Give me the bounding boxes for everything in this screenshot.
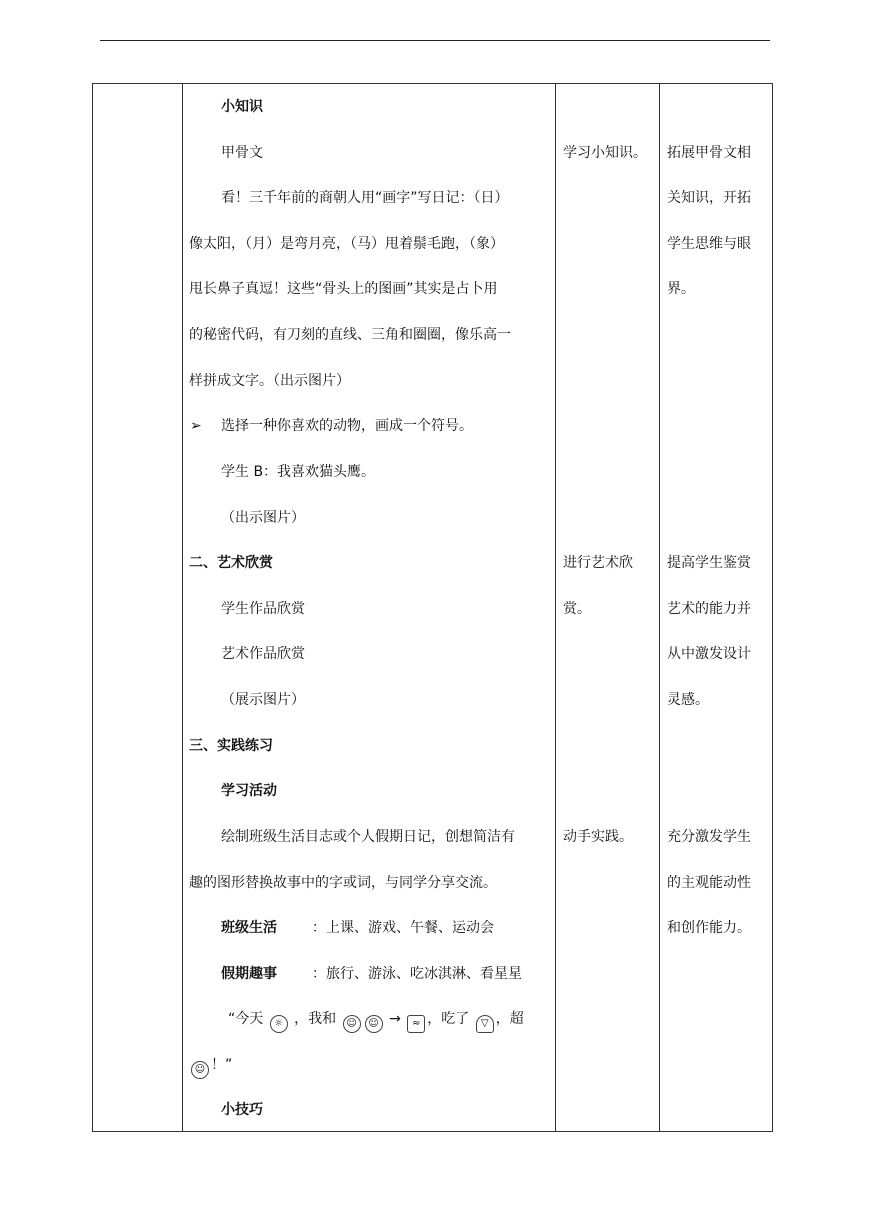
- activity-title: 学习活动: [221, 783, 277, 799]
- holiday-value: ：旅行、游泳、吃冰淇淋、看星星: [312, 966, 522, 982]
- intent-3c: 和创作能力。: [667, 920, 751, 936]
- display-image-note: （展示图片）: [221, 692, 305, 708]
- section-3-title: 三、实践练习: [189, 738, 273, 754]
- class-life-label: 班级生活: [221, 920, 277, 936]
- body-line-4: 的秘密代码，有刀刻的直线、三角和圈圈，像乐高一: [189, 327, 511, 343]
- bullet-arrow-icon: ➢: [190, 418, 202, 434]
- student-b-line: 学生 B：我喜欢猫头鹰。: [221, 464, 376, 480]
- example-text-6: ！”: [211, 1057, 233, 1073]
- section-2-title: 二、艺术欣赏: [189, 555, 273, 571]
- heading-xiaozhishi: 小知识: [221, 99, 263, 115]
- example-text-4: ，吃了: [427, 1011, 470, 1027]
- student-works-line: 学生作品欣赏: [221, 601, 305, 617]
- subheading-jiaguwen: 甲骨文: [221, 145, 263, 161]
- activity-line-2: 趣的图形替换故事中的字或词，与同学分享交流。: [189, 875, 497, 891]
- intent-1d: 界。: [667, 281, 695, 297]
- student-activity-2a: 进行艺术欣: [563, 555, 633, 571]
- intent-2c: 从中激发设计: [667, 646, 751, 662]
- student-activity-1: 学习小知识。: [563, 145, 647, 161]
- example-text-1: “今天: [228, 1011, 264, 1027]
- body-line-3: 甩长鼻子真逗！这些“骨头上的图画”其实是占卜用: [189, 281, 498, 297]
- body-line-1: 看！三千年前的商朝人用“画字”写日记：（日）: [221, 190, 509, 206]
- intent-3b: 的主观能动性: [667, 875, 751, 891]
- student-activity-3: 动手实践。: [563, 829, 633, 845]
- example-text-3: →: [389, 1011, 401, 1027]
- intent-1b: 关知识，开拓: [667, 190, 751, 206]
- bullet-text: 选择一种你喜欢的动物，画成一个符号。: [221, 418, 473, 434]
- swimming-icon: ≈: [407, 1015, 425, 1033]
- example-sentence-end: [189, 1056, 232, 1079]
- activity-line-1: 绘制班级生活目志或个人假期日记，创想简洁有: [221, 829, 515, 845]
- smile-icon: ☺: [191, 1061, 209, 1079]
- show-image-note: （出示图片）: [221, 510, 305, 526]
- example-sentence: [228, 1010, 524, 1033]
- intent-1c: 学生思维与眼: [667, 236, 751, 252]
- example-text-5: ，超: [495, 1011, 524, 1027]
- col-divider-2: [555, 84, 556, 1131]
- body-line-5: 样拼成文字。（出示图片）: [189, 373, 350, 389]
- header-rule: [100, 40, 770, 41]
- art-works-line: 艺术作品欣赏: [221, 646, 305, 662]
- intent-2a: 提高学生鉴赏: [667, 555, 751, 571]
- intent-2d: 灵感。: [667, 692, 709, 708]
- intent-1a: 拓展甲骨文相: [667, 145, 751, 161]
- col-divider-3: [659, 84, 660, 1131]
- intent-2b: 艺术的能力并: [667, 601, 751, 617]
- girl-icon: ☺: [343, 1015, 361, 1033]
- icecream-icon: ▽: [476, 1015, 494, 1033]
- student-activity-2b: 赏。: [563, 601, 591, 617]
- intent-3a: 充分激发学生: [667, 829, 751, 845]
- col-divider-1: [182, 84, 183, 1131]
- sun-icon: ☼: [270, 1015, 288, 1033]
- body-line-2: 像太阳，（月）是弯月亮，（马）甩着鬃毛跑，（象）: [189, 236, 504, 252]
- holiday-label: 假期趣事: [221, 966, 277, 982]
- boy-icon: ☺: [365, 1015, 383, 1033]
- example-text-2: ，我和: [294, 1011, 337, 1027]
- tips-title: 小技巧: [221, 1102, 263, 1118]
- class-life-value: ：上课、游戏、午餐、运动会: [312, 920, 494, 936]
